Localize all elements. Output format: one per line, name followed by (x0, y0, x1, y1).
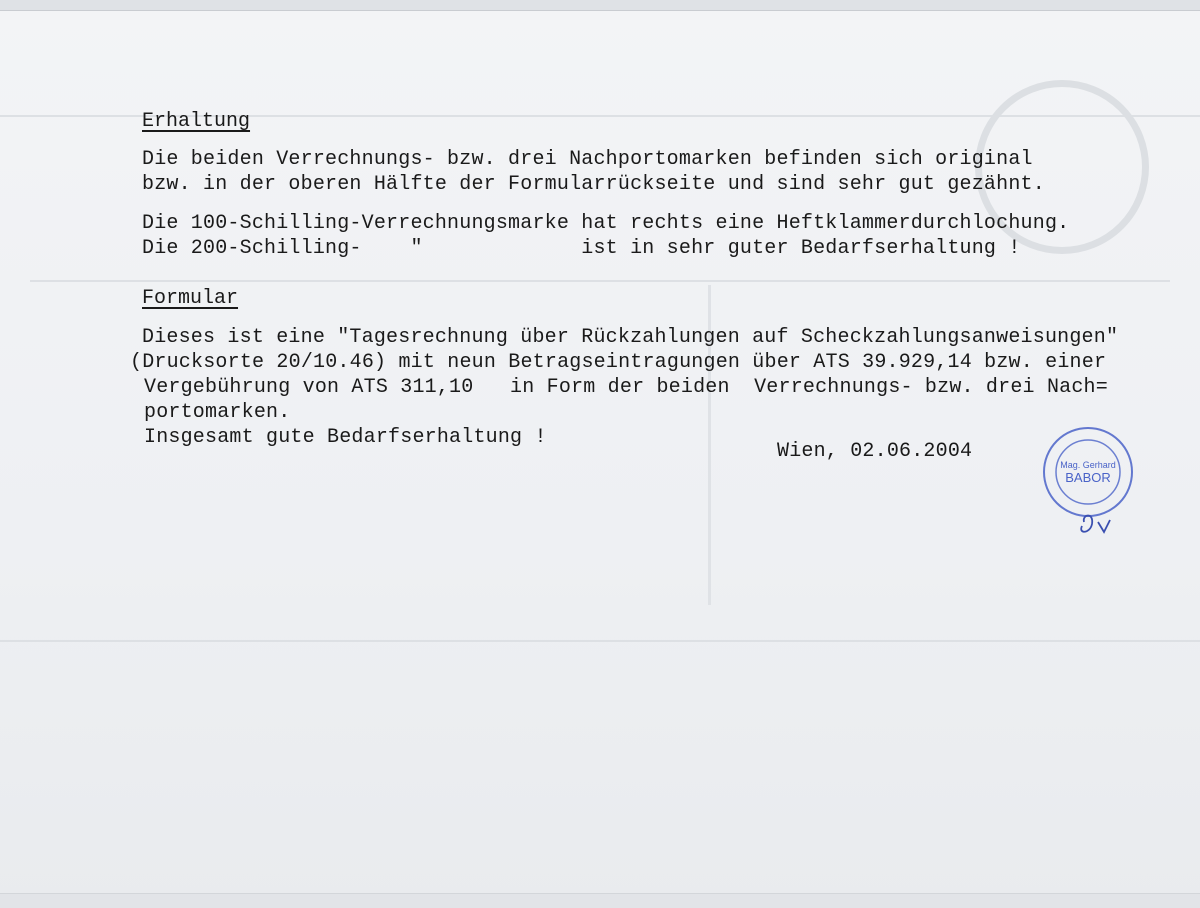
show-through-rule (30, 280, 1170, 282)
erhaltung-line-1: Die beiden Verrechnungs- bzw. drei Nachportomarken befinden sich original (142, 148, 1033, 171)
expert-stamp (1032, 426, 1148, 542)
formular-line-1: Dieses ist eine "Tagesrechnung über Rückzahlungen auf Scheckzahlungsanweisungen" (142, 326, 1119, 349)
formular-line-4: portomarken. (144, 401, 291, 424)
erhaltung-line-3: Die 100-Schilling-Verrechnungsmarke hat rechts eine Heftklammerdurchlochung. (142, 212, 1070, 235)
erhaltung-line-4: Die 200-Schilling- " ist in sehr guter Bedarfserhaltung ! (142, 237, 1021, 260)
place-date: Wien, 02.06.2004 (777, 440, 973, 463)
scan-top-edge (0, 0, 1200, 11)
erhaltung-line-2: bzw. in der oberen Hälfte der Formularrückseite und sind sehr gut gezähnt. (142, 173, 1045, 196)
section-heading-formular: Formular (142, 287, 239, 310)
formular-line-5: Insgesamt gute Bedarfserhaltung ! (144, 426, 547, 449)
section-heading-erhaltung: Erhaltung (142, 110, 251, 133)
stamp-name-line: Mag. Gerhard (1060, 460, 1116, 470)
stamp-surname: BABOR (1065, 470, 1111, 485)
formular-line-3: Vergebührung von ATS 311,10 in Form der beiden Verrechnungs- bzw. drei Nach= (144, 376, 1108, 399)
scan-bottom-edge (0, 893, 1200, 908)
show-through-rule (0, 640, 1200, 642)
formular-line-2: (Drucksorte 20/10.46) mit neun Betragseintragungen über ATS 39.929,14 bzw. einer (130, 351, 1107, 374)
signature-icon (1081, 516, 1110, 533)
